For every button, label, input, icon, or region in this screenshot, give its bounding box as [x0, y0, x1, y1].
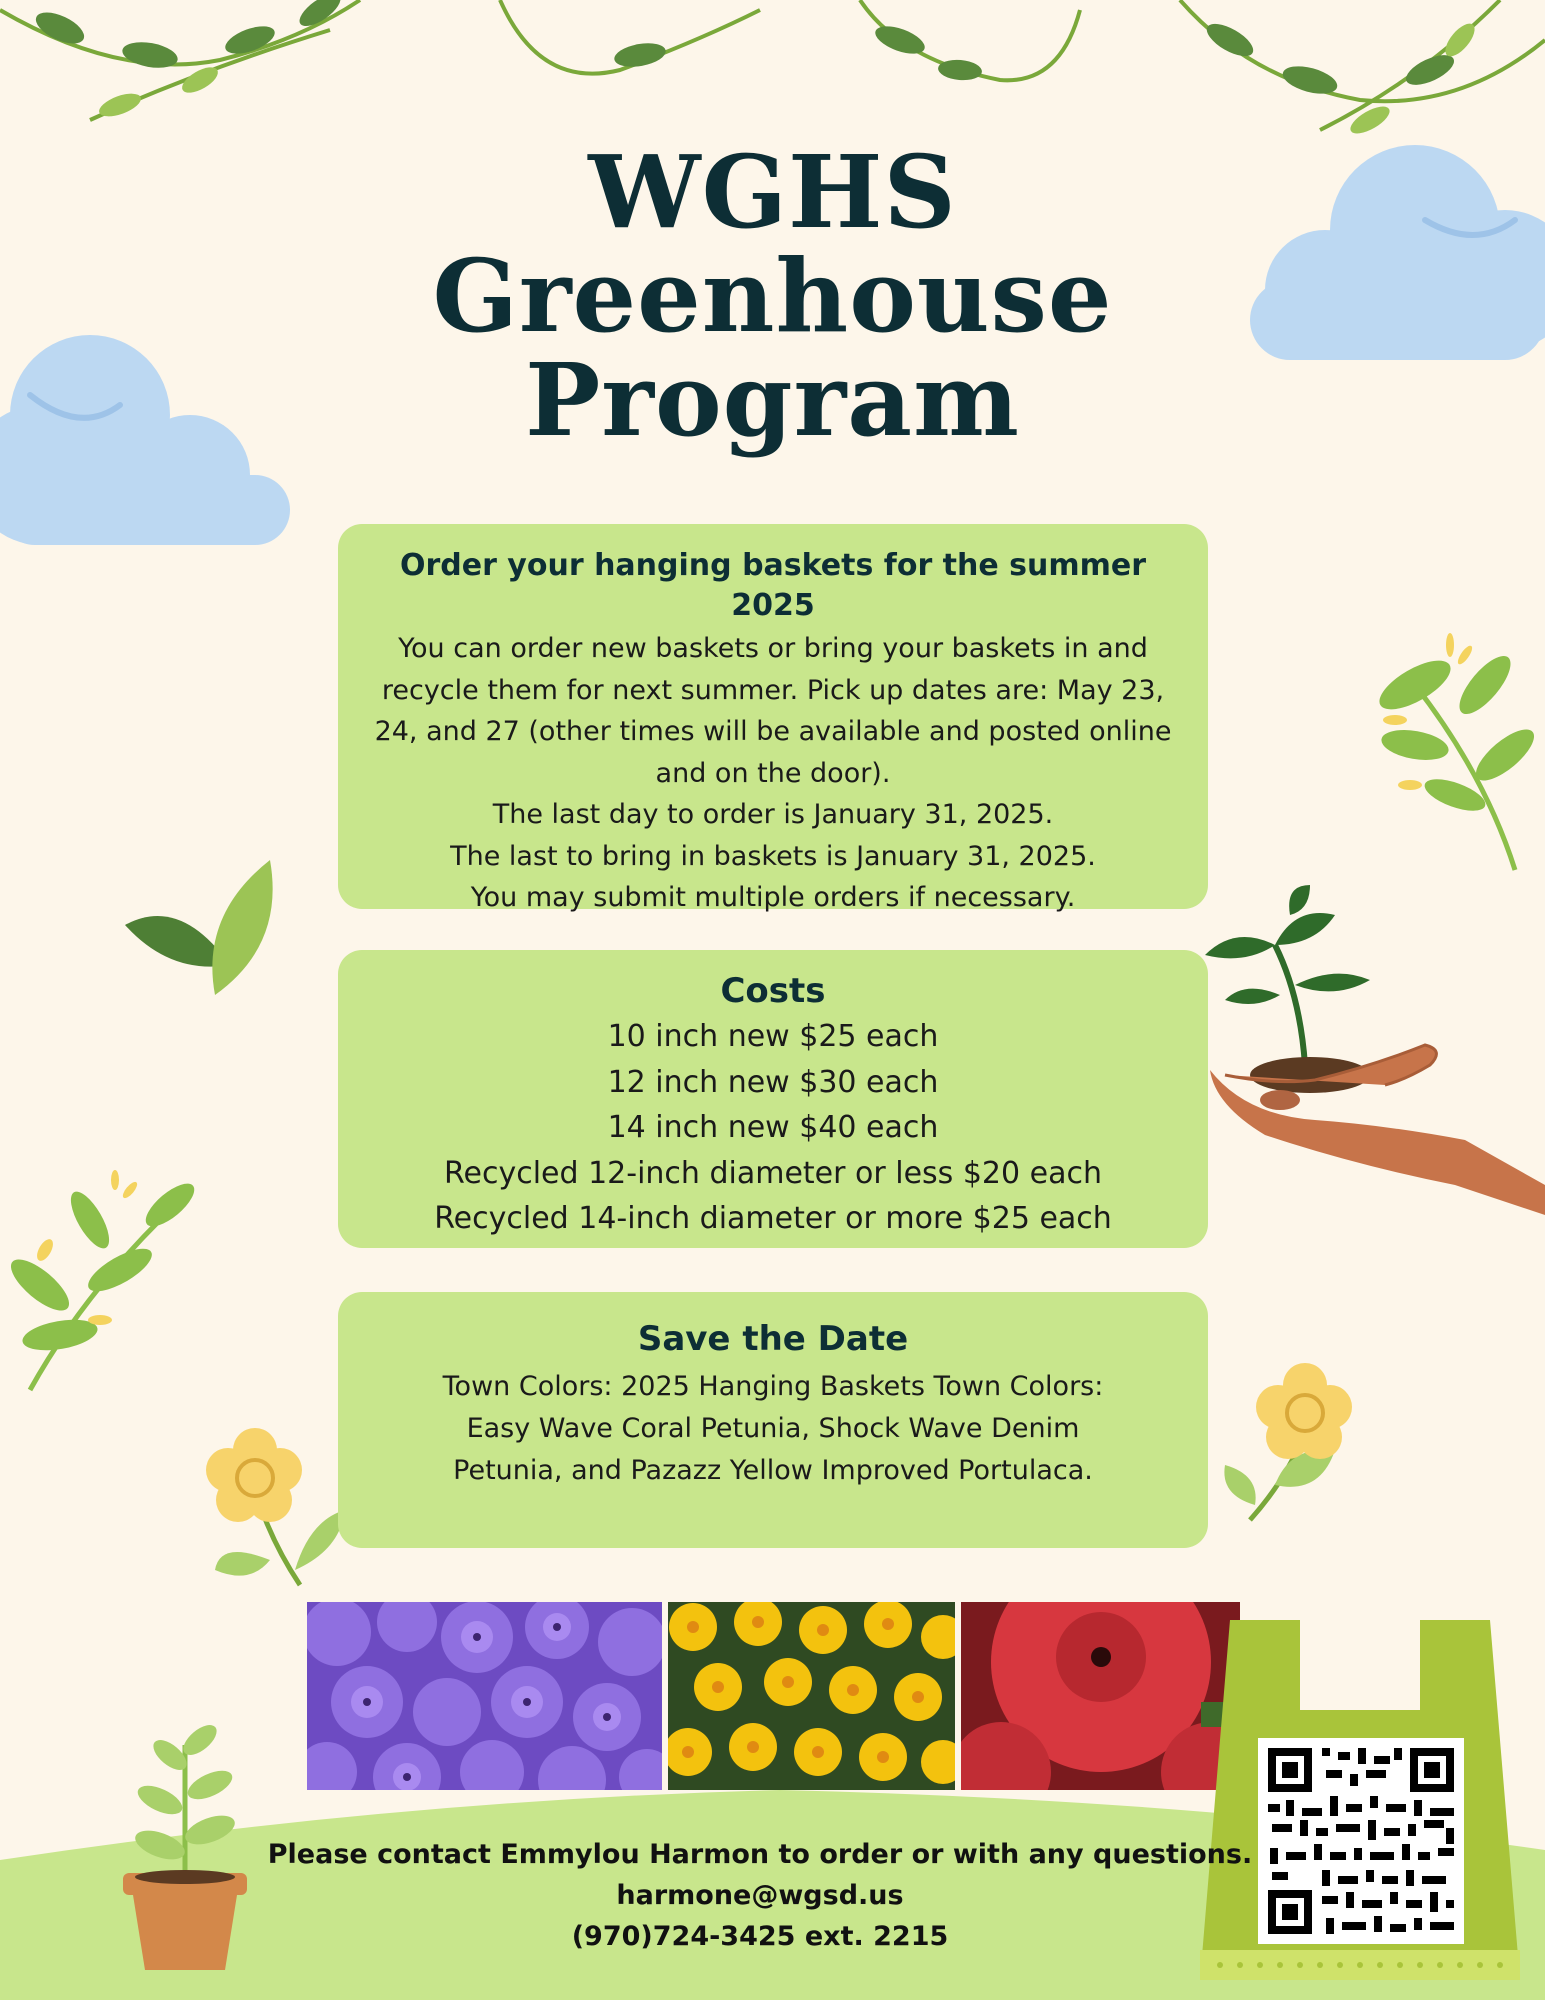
order-line: 24, and 27 (other times will be available and posted online: [374, 716, 1172, 747]
order-heading: Order your hanging baskets for the summer 2025: [399, 548, 1147, 623]
order-line: recycle them for next summer. Pick up dates are: May 23,: [381, 674, 1165, 706]
costs-card: [338, 950, 1208, 1248]
flower-right-icon: [1220, 1355, 1360, 1525]
contact-line: Please contact Emmylou Harmon to order or with any questions.: [267, 1839, 1253, 1870]
photo-yellow-portulaca: [668, 1602, 955, 1790]
branch-right-icon: [1355, 625, 1545, 875]
save-date-line: Petunia, and Pazazz Yellow Improved Portulaca.: [453, 1455, 1093, 1486]
flower-left-icon: [200, 1420, 350, 1590]
cost-line: 14 inch new $40 each: [607, 1110, 939, 1145]
hand-sprout-icon: [1205, 885, 1545, 1225]
order-line: The last day to order is January 31, 2025.: [492, 799, 1054, 830]
save-date-card: [338, 1292, 1208, 1548]
title-line-2: Greenhouse: [432, 237, 1113, 355]
branch-left-icon: [0, 1160, 210, 1400]
order-line: The last to bring in baskets is January 31, 2025.: [450, 840, 1096, 872]
costs-heading: Costs: [720, 971, 826, 1011]
order-card: [338, 524, 1208, 913]
cost-line: Recycled 14-inch diameter or more $25 each: [434, 1201, 1112, 1236]
vine-garland-icon: [0, 0, 1545, 140]
save-date-heading: Save the Date: [637, 1319, 909, 1359]
page-title: [0, 133, 1545, 459]
save-date-line: Easy Wave Coral Petunia, Shock Wave Denim: [466, 1413, 1080, 1444]
order-line: You may submit multiple orders if necessary.: [470, 882, 1076, 913]
cost-line: 12 inch new $30 each: [607, 1064, 939, 1100]
contact-block: [230, 1834, 1290, 1957]
leaf-pair-icon: [120, 855, 280, 1015]
photo-purple-petunias: [307, 1602, 662, 1790]
save-date-line: Town Colors: 2025 Hanging Baskets Town Colors:: [442, 1371, 1104, 1402]
order-line: and on the door).: [655, 757, 891, 789]
title-line-1: WGHS: [588, 133, 957, 251]
contact-phone: (970)724-3425 ext. 2215: [571, 1921, 949, 1952]
contact-email-link[interactable]: harmone@wgsd.us: [616, 1880, 904, 1911]
cost-line: Recycled 12-inch diameter or less $20 each: [444, 1155, 1102, 1191]
order-line: You can order new baskets or bring your baskets in and: [398, 633, 1148, 664]
cost-line: 10 inch new $25 each: [607, 1019, 939, 1054]
title-line-3: Program: [525, 341, 1020, 459]
